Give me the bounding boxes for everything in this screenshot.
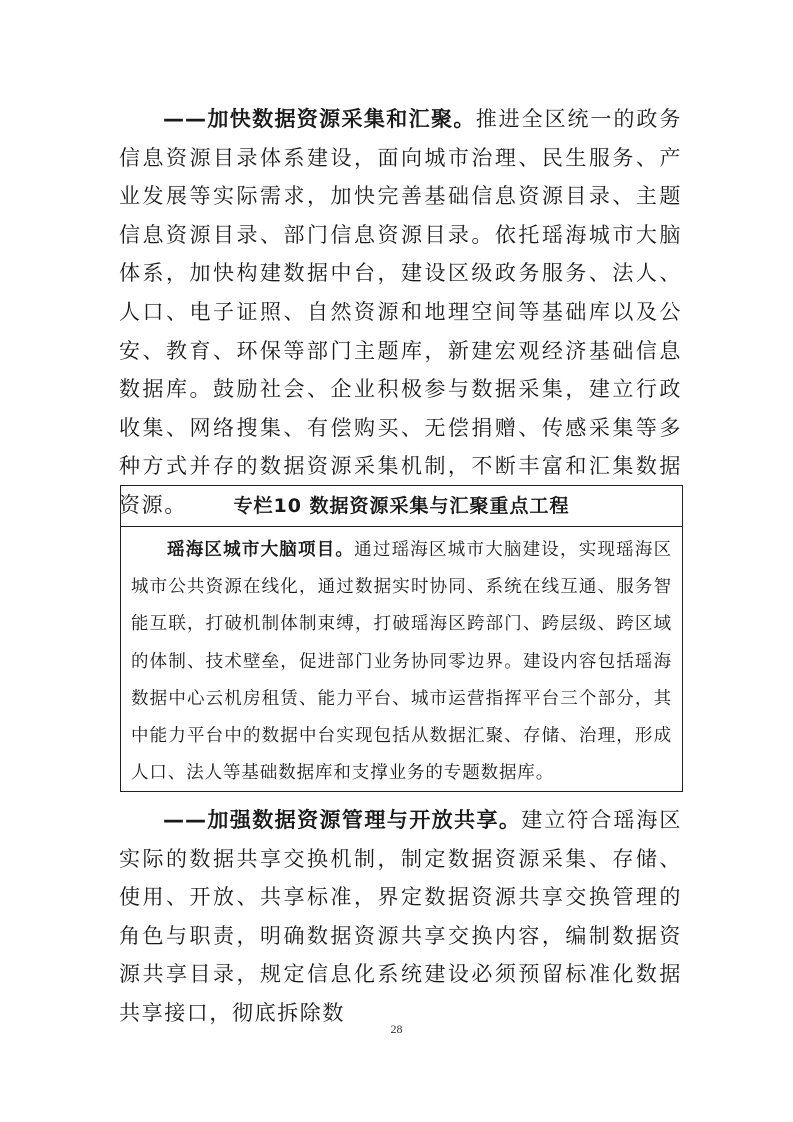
feature-box-title: 专栏10 数据资源采集与汇聚重点工程 xyxy=(121,486,682,527)
paragraph-data-collection xyxy=(119,100,682,525)
paragraph-body: 推进全区统一的政务信息资源目录体系建设，面向城市治理、民生服务、产业发展等实际需求，加快完善基础信息资源目录、主题信息资源目录、部门信息资源目录。依托瑶海城市大脑体系，加快构建数据中台，建设区级政务服务、法人、人口、电子证照、自然资源和地理空间等基础库以及公安、教育、环保等部门主题库，新建宏观经济基础信息数据库。鼓励社会、企业积极参与数据采集，建立行政收集、网络搜集、有偿购买、无偿捐赠、传感采集等多种方式并存的数据资源采集机制，不断丰富和汇集数据资源。 xyxy=(119,107,682,517)
paragraph-lead-heading: ——加快数据资源采集和汇聚。 xyxy=(163,107,476,131)
feature-box-content xyxy=(121,527,682,792)
feature-box xyxy=(120,485,683,792)
paragraph-body: 建立符合瑶海区实际的数据共享交换机制，制定数据资源采集、存储、使用、开放、共享标准，界定数据资源共享交换管理的角色与职责，明确数据资源共享交换内容，编制数据资源共享目录，规定信息化系统建设必须预留标准化数据共享接口，彻底拆除数 xyxy=(119,808,683,1025)
feature-box-lead: 瑶海区城市大脑项目。 xyxy=(167,540,355,560)
feature-box-body: 通过瑶海区城市大脑建设，实现瑶海区城市公共资源在线化，通过数据实时协同、系统在线互通、服务智能互联，打破机制体制束缚，打破瑶海区跨部门、跨层级、跨区域的体制、技术壁垒，促进部门业务协同零边界。建设内容包括瑶海数据中心云机房租赁、能力平台、城市运营指挥平台三个部分，其中能力平台中的数据中台实现包括从数据汇聚、存储、治理，形成人口、法人等基础数据库和支撑业务的专题数据库。 xyxy=(131,540,672,784)
page-number: 28 xyxy=(390,1022,403,1036)
paragraph-data-sharing xyxy=(119,801,682,1033)
paragraph-lead-heading: ——加强数据资源管理与开放共享。 xyxy=(163,808,522,832)
